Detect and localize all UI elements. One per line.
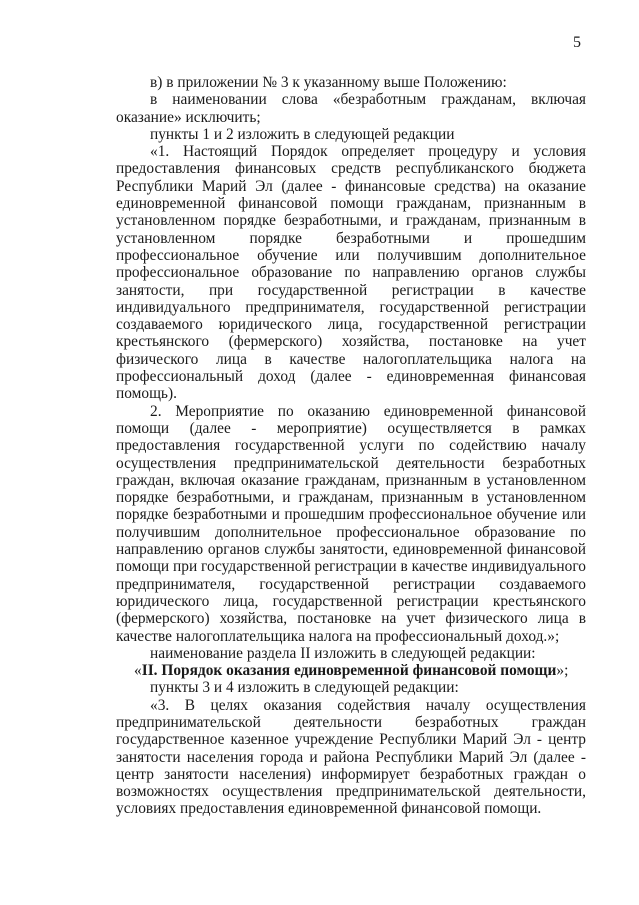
document-body (116, 74, 586, 818)
page-number: 5 (573, 34, 581, 51)
paragraph-exclusion: в наименовании слова «безработным гражданам, включая оказание» исключить; (116, 91, 586, 126)
paragraph-points-3-4-intro: пункты 3 и 4 изложить в следующей редакции: (150, 679, 459, 697)
heading-open-quote: « (134, 662, 142, 680)
paragraph-points-1-2-intro: пункты 1 и 2 изложить в следующей редакции (150, 125, 455, 143)
paragraph-point-1: «1. Настоящий Порядок определяет процедуру и условия предоставления финансовых средств республиканского бюджета Республики Марий Эл (далее - финансовые средства) на оказание единовременной финансовой помощи гражданам, признанным в установленном порядке безработными, и гражданам, признанным в установленном порядке безработными и прошедшим профессиональное обучение или получившим дополнительное профессиональное образование по направлению органов службы занятости, при государственной регистрации в качестве индивидуального предпринимателя, государственной регистрации создаваемого юридического лица, государственной регистрации крестьянского (фермерского) хозяйства, постановке на учет физического лица в качестве налогоплательщика налога на профессиональный доход (далее - единовременная финансовая помощь). (116, 143, 586, 403)
section-heading (110, 662, 586, 679)
paragraph-section-rename: наименование раздела II изложить в следующей редакции: (150, 644, 536, 662)
paragraph-intro: в) в приложении № 3 к указанному выше Положению: (150, 74, 507, 91)
paragraph-point-2: 2. Мероприятие по оказанию единовременной финансовой помощи (далее - мероприятие) осуществляется в рамках предоставления государственной услуги по содействию началу осуществления предпринимательской деятельности безработных граждан, включая оказание гражданам, признанным в установленном порядке безработными, и гражданам, признанным в установленном порядке безработными и прошедшим профессиональное обучение или получившим дополнительное профессиональное образование по направлению органов службы занятости, единовременной финансовой помощи при государственной регистрации в качестве индивидуального предпринимателя, государственной регистрации создаваемого юридического лица, государственной регистрации крестьянского (фермерского) хозяйства, постановке на учет физического лица в качестве налогоплательщика налога на профессиональный доход.»; (116, 402, 586, 645)
heading-close-quote: »; (556, 662, 569, 680)
paragraph-point-3: «3. В целях оказания содействия началу осуществления предпринимательской деятельности безработных граждан государственное казенное учреждение Республики Марий Эл - центр занятости населения города и района Республики Марий Эл (далее - центр занятости населения) информирует безработных граждан о возможностях осуществления предпринимательской деятельности, условиях предоставления единовременной финансовой помощи. (116, 696, 586, 818)
heading-text: II. Порядок оказания единовременной финансовой помощи (141, 662, 557, 680)
